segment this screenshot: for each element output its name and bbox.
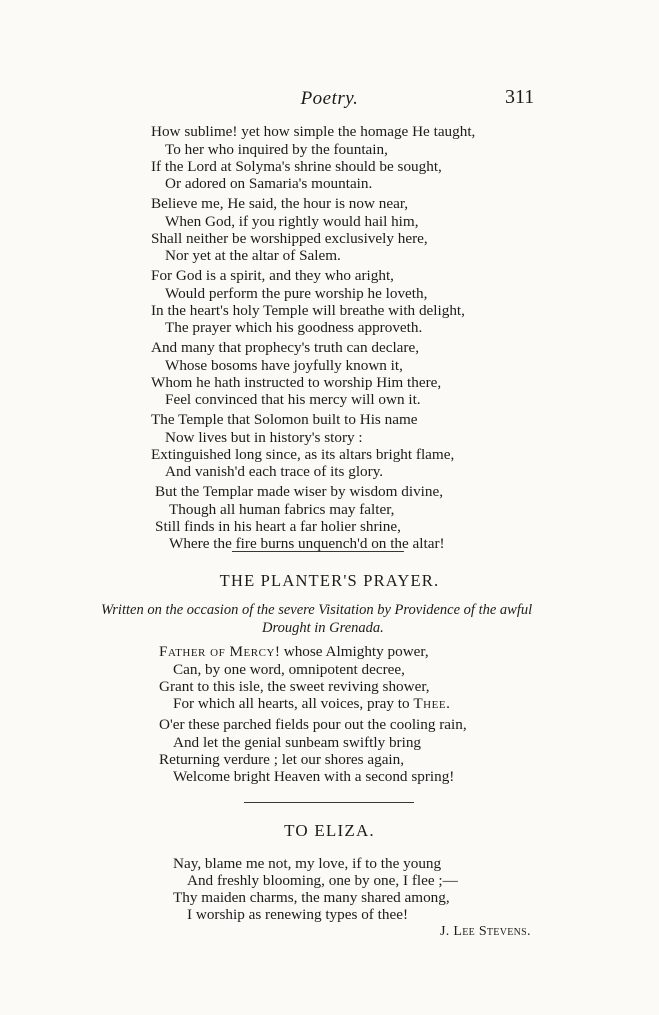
poem-line bbox=[159, 644, 429, 659]
occasion-note: Written on the occasion of the severe Visitation by Providence of the awful bbox=[101, 602, 533, 618]
poem-line: When God, if you rightly would hail him, bbox=[165, 213, 419, 230]
poem-line: The prayer which his goodness approveth. bbox=[165, 319, 423, 336]
poem-line: Or adored on Samaria's mountain. bbox=[165, 175, 373, 192]
poem-line: In the heart's holy Temple will breathe with delight, bbox=[151, 302, 465, 319]
poem-line bbox=[173, 696, 450, 711]
poem-line: Where the fire burns unquench'd on the altar! bbox=[169, 535, 445, 552]
section-divider bbox=[232, 551, 404, 552]
running-title: Poetry. bbox=[300, 88, 359, 109]
poem-line: And freshly blooming, one by one, I flee ;— bbox=[187, 872, 458, 889]
poem-line: Can, by one word, omnipotent decree, bbox=[173, 661, 405, 678]
poem-line: But the Templar made wiser by wisdom divine, bbox=[155, 483, 444, 500]
poem-line: And vanish'd each trace of its glory. bbox=[165, 463, 384, 480]
poem-line: For God is a spirit, and they who aright, bbox=[151, 267, 394, 284]
line-text: For which all hearts, all voices, pray to bbox=[173, 695, 410, 712]
poem-line: Shall neither be worshipped exclusively here, bbox=[151, 230, 428, 247]
section-divider bbox=[244, 802, 414, 803]
poem-line: Thy maiden charms, the many shared among, bbox=[173, 889, 450, 906]
author-signature: J. Lee Stevens. bbox=[440, 924, 531, 939]
poem-line: The Temple that Solomon built to His name bbox=[151, 411, 418, 428]
poem-line: Whose bosoms have joyfully known it, bbox=[165, 357, 403, 374]
poem-line: Though all human fabrics may falter, bbox=[169, 501, 395, 518]
smallcaps-word: Thee bbox=[413, 695, 447, 712]
smallcaps-phrase: Father of Mercy bbox=[159, 643, 275, 660]
poem-line: Now lives but in history's story : bbox=[165, 429, 363, 446]
line-text: . bbox=[446, 695, 450, 712]
poem-line: Still finds in his heart a far holier shrine, bbox=[155, 518, 401, 535]
poem-line: I worship as renewing types of thee! bbox=[187, 906, 408, 923]
page-number: 311 bbox=[505, 86, 535, 108]
poem-line: Whom he hath instructed to worship Him there, bbox=[151, 374, 442, 391]
poem-line: Nay, blame me not, my love, if to the young bbox=[173, 855, 442, 872]
poem-line: Grant to this isle, the sweet reviving shower, bbox=[159, 678, 430, 695]
occasion-note: Drought in Grenada. bbox=[262, 620, 384, 636]
poem-title: TO ELIZA. bbox=[284, 821, 375, 840]
poem-line: To her who inquired by the fountain, bbox=[165, 141, 388, 158]
poem-line: Extinguished long since, as its altars bright flame, bbox=[151, 446, 455, 463]
line-text: ! whose Almighty power, bbox=[274, 643, 429, 660]
poem-title: THE PLANTER'S PRAYER. bbox=[219, 571, 440, 590]
poem-line: And let the genial sunbeam swiftly bring bbox=[173, 734, 422, 751]
poem-line: O'er these parched fields pour out the cooling rain, bbox=[159, 716, 467, 733]
poem-line: How sublime! yet how simple the homage He taught, bbox=[151, 123, 476, 140]
poem-line: Would perform the pure worship he loveth, bbox=[165, 285, 428, 302]
poem-line: Welcome bright Heaven with a second spring! bbox=[173, 768, 455, 785]
poem-line: Returning verdure ; let our shores again, bbox=[159, 751, 405, 768]
poem-line: Feel convinced that his mercy will own it. bbox=[165, 391, 421, 408]
poem-line: Nor yet at the altar of Salem. bbox=[165, 247, 341, 264]
poem-line: If the Lord at Solyma's shrine should be sought, bbox=[151, 158, 442, 175]
poem-line: And many that prophecy's truth can declare, bbox=[151, 339, 419, 356]
poem-line: Believe me, He said, the hour is now near, bbox=[151, 195, 409, 212]
